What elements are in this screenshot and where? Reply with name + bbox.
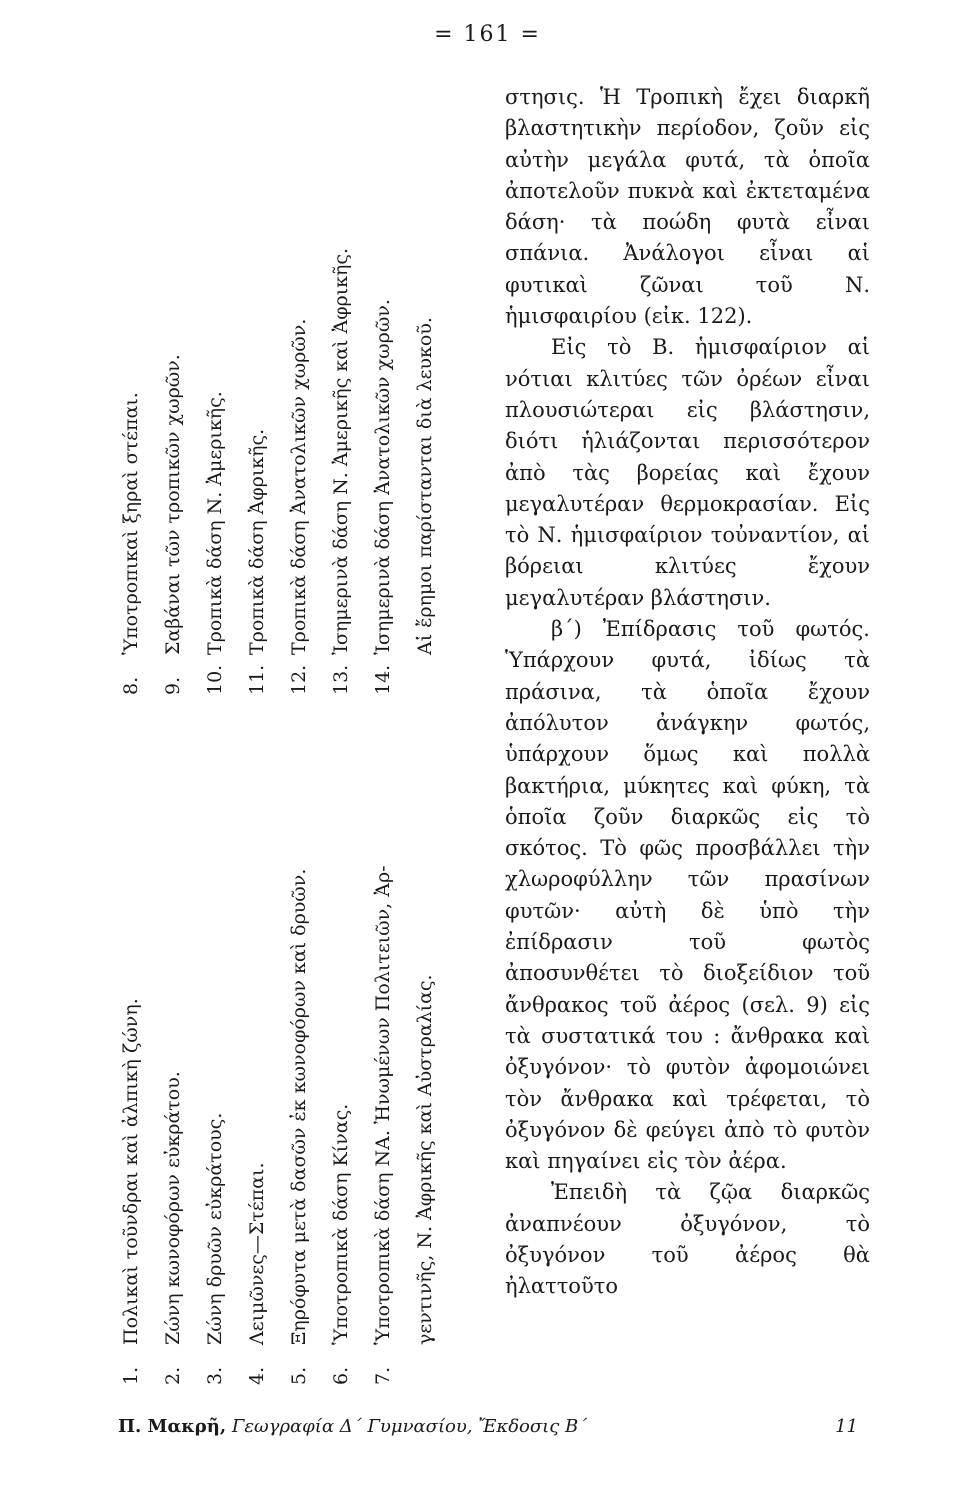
legend-item: 8. Ὑποτροπικαὶ ξηραὶ στέπαι. — [120, 392, 142, 695]
body-paragraph: Ἐπειδὴ τὰ ζῷα διαρκῶς ἀναπνέουν ὀξυγόνον, τὸ ὀξυγόνον τοῦ ἀέρος θὰ ἠλαττοῦτο — [505, 1180, 870, 1299]
legend-column-right — [110, 55, 450, 695]
legend-item: 4. Λειμῶνες—Στέπαι. — [246, 1162, 268, 1385]
legend-item: 5. Ξηρόφυτα μετὰ δασῶν ἐκ κωνοφόρων καὶ δρυῶν. — [288, 868, 310, 1385]
vegetation-zones-legend — [110, 55, 450, 1385]
legend-item: 9. Σαβάναι τῶν τροπικῶν χωρῶν. — [162, 354, 184, 695]
legend-item: 3. Ζώνη δρυῶν εὐκράτους. — [204, 1112, 226, 1385]
legend-item-continuation: γεντινῆς, Ν. Ἀφρικῆς καὶ Αὐστραλίας. — [414, 974, 436, 1345]
page-footer — [118, 1416, 858, 1437]
legend-item: 14. Ἰσημερινὰ δάση Ἀνατολικῶν χωρῶν. — [372, 299, 394, 695]
legend-item: 1. Πολικαὶ τοῦνδραι καὶ ἀλπικὴ ζώνη. — [120, 998, 142, 1385]
legend-column-left — [110, 695, 450, 1385]
footer-author: Π. Μακρῆ, — [118, 1416, 227, 1437]
legend-item: 7. Ὑποτροπικὰ δάση ΝΑ. Ἠνωμένων Πολιτειῶν, Ἀρ- — [372, 865, 394, 1385]
legend-item: 10. Τροπικὰ δάση Ν. Ἀμερικῆς. — [204, 391, 226, 695]
footer-signature: 11 — [835, 1416, 858, 1437]
legend-item: 13. Ἰσημερινὰ δάση Ν. Ἀμερικῆς καὶ Ἀφρικῆς. — [330, 247, 352, 695]
legend-item: 12. Τροπικὰ δάση Ἀνατολικῶν χωρῶν. — [288, 318, 310, 695]
page-number: = 161 = — [434, 22, 541, 47]
body-paragraph: Εἰς τὸ Β. ἡμισφαίριον αἱ νότιαι κλιτύες τῶν ὀρέων εἶναι πλουσιώτεραι εἰς βλάστησιν, διότι ἡλιάζονται περισσότερον ἀπὸ τὰς βορείας καὶ ἔχουν μεγαλυτέραν θερμοκρασίαν. Εἰς τὸ Ν. ἡμισφαίριον τοὐναντίον, αἱ βόρειαι κλιτύες ἔχουν μεγαλυτέραν βλάστησιν. — [505, 335, 870, 610]
legend-item: 11. Τροπικὰ δάση Ἀφρικῆς. — [246, 428, 268, 695]
body-paragraph: στησις. Ἡ Τροπικὴ ἔχει διαρκῆ βλαστητικὴν περίοδον, ζοῦν εἰς αὐτὴν μεγάλα φυτά, τὰ ὁποῖα ἀποτελοῦν πυκνὰ καὶ ἐκτεταμένα δάση· τὰ ποώδη φυτὰ εἶναι σπάνια. Ἀνάλογοι εἶναι αἱ φυτικαὶ ζῶναι τοῦ Ν. ἡμισφαιρίου (εἰκ. 122). — [505, 85, 870, 329]
footer-title: Γεωγραφία Δ΄ Γυμνασίου, Ἔκδοσις Β΄ — [231, 1416, 588, 1437]
body-paragraph: β΄) Ἐπίδρασις τοῦ φωτός. Ὑπάρχουν φυτά, ἰδίως τὰ πράσινα, τὰ ὁποῖα ἔχουν ἀπόλυτον ἀνάγκην φωτός, ὑπάρχουν ὅμως καὶ πολλὰ βακτήρια, μύκητες καὶ φύκη, τὰ ὁποῖα ζοῦν διαρκῶς εἰς τὸ σκότος. Τὸ φῶς προσβάλλει τὴν χλωροφύλλην τῶν πρασίνων φυτῶν· αὐτὴ δὲ ὑπὸ τὴν ἐπίδρασιν τοῦ φωτὸς ἀποσυνθέτει τὸ διοξείδιον τοῦ ἄνθρακος τοῦ ἀέρος (σελ. 9) εἰς τὰ συστατικά του : ἄνθρακα καὶ ὀξυγόνον· τὸ φυτὸν ἀφομοιώνει τὸν ἄνθρακα καὶ τρέφεται, τὸ ὀξυγόνον δὲ φεύγει ἀπὸ τὸ φυτὸν καὶ πηγαίνει εἰς τὸν ἀέρα. — [505, 617, 870, 1174]
body-text — [505, 82, 870, 1303]
legend-item: 2. Ζώνη κωνοφόρων εὐκράτου. — [162, 1071, 184, 1385]
legend-item: 6. Ὑποτροπικὰ δάση Κίνας. — [330, 1103, 352, 1385]
legend-note: Αἱ ἔρημοι παρίστανται διὰ λευκοῦ. — [414, 317, 436, 655]
